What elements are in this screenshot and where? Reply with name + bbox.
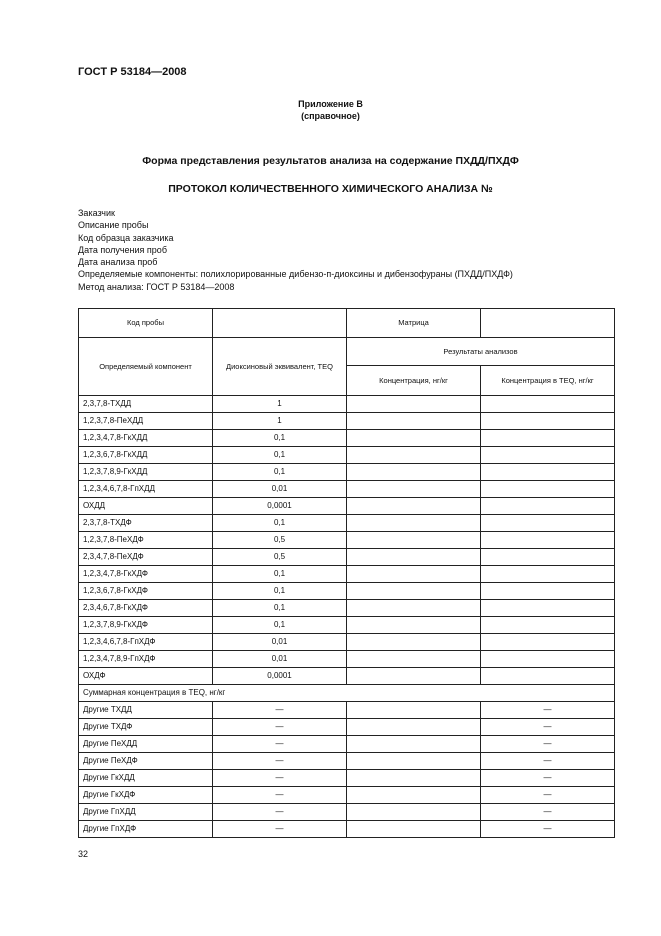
other-row	[79, 753, 615, 770]
other-component-name: Другие ТХДД	[79, 702, 213, 719]
component-label: Определяемый компонент	[79, 338, 213, 396]
sample-code-label: Код пробы	[79, 309, 213, 338]
component-name: 1,2,3,4,7,8,9-ГпХДФ	[79, 651, 213, 668]
teq-value: 0,01	[213, 634, 347, 651]
concentration-cell	[347, 651, 481, 668]
concentration-teq-cell	[481, 600, 615, 617]
field-customer-sample-code: Код образца заказчика	[78, 232, 174, 243]
table-row	[79, 566, 615, 583]
concentration-cell	[347, 566, 481, 583]
other-component-name: Другие ГпХДД	[79, 804, 213, 821]
other-concentration-cell	[347, 702, 481, 719]
results-table	[78, 308, 615, 838]
field-analysis-date: Дата анализа проб	[78, 257, 158, 268]
other-row	[79, 770, 615, 787]
protocol-fields	[78, 207, 513, 293]
other-component-name: Другие ТХДФ	[79, 719, 213, 736]
other-row	[79, 821, 615, 838]
other-teq-value: —	[213, 821, 347, 838]
concentration-teq-cell	[481, 515, 615, 532]
other-component-name: Другие ПеХДФ	[79, 753, 213, 770]
page-number: 32	[78, 849, 89, 859]
concentration-teq-cell	[481, 532, 615, 549]
concentration-cell	[347, 396, 481, 413]
table-row	[79, 430, 615, 447]
table-row	[79, 583, 615, 600]
other-concentration-cell	[347, 736, 481, 753]
component-name: 2,3,4,6,7,8-ГкХДФ	[79, 600, 213, 617]
sum-label: Суммарная концентрация в TEQ, нг/кг	[79, 685, 615, 702]
teq-value: 0,1	[213, 566, 347, 583]
component-name: 2,3,7,8-ТХДД	[79, 396, 213, 413]
form-title: Форма представления результатов анализа на содержание ПХДД/ПХДФ	[142, 155, 519, 167]
other-concentration-teq-value: —	[481, 787, 615, 804]
concentration-teq-cell	[481, 430, 615, 447]
other-teq-value: —	[213, 753, 347, 770]
matrix-label: Матрица	[347, 309, 481, 338]
teq-value: 0,5	[213, 549, 347, 566]
concentration-teq-cell	[481, 668, 615, 685]
concentration-teq-cell	[481, 447, 615, 464]
field-sample-description: Описание пробы	[78, 220, 149, 231]
header-row-results	[79, 338, 615, 366]
other-teq-value: —	[213, 736, 347, 753]
component-name: 2,3,7,8-ТХДФ	[79, 515, 213, 532]
document-code: ГОСТ Р 53184—2008	[78, 66, 187, 78]
concentration-teq-cell	[481, 481, 615, 498]
component-name: 1,2,3,6,7,8-ГкХДФ	[79, 583, 213, 600]
table-row	[79, 617, 615, 634]
table-row	[79, 634, 615, 651]
other-concentration-teq-value: —	[481, 702, 615, 719]
component-name: ОХДД	[79, 498, 213, 515]
concentration-teq-cell	[481, 634, 615, 651]
sum-row	[79, 685, 615, 702]
component-name: 1,2,3,7,8,9-ГкХДФ	[79, 617, 213, 634]
concentration-cell	[347, 583, 481, 600]
teq-value: 0,1	[213, 583, 347, 600]
other-teq-value: —	[213, 804, 347, 821]
teq-value: 0,01	[213, 651, 347, 668]
component-name: 1,2,3,7,8,9-ГкХДД	[79, 464, 213, 481]
table-row	[79, 481, 615, 498]
other-concentration-teq-value: —	[481, 736, 615, 753]
component-name: 1,2,3,7,8-ПеХДФ	[79, 532, 213, 549]
component-name: 2,3,4,7,8-ПеХДФ	[79, 549, 213, 566]
other-concentration-teq-value: —	[481, 719, 615, 736]
concentration-teq-cell	[481, 583, 615, 600]
appendix-type: (справочное)	[301, 111, 360, 121]
concentration-teq-label: Концентрация в TEQ, нг/кг	[481, 366, 615, 396]
appendix-label: Приложение В	[298, 99, 363, 109]
table-row	[79, 549, 615, 566]
matrix-cell	[481, 309, 615, 338]
other-concentration-cell	[347, 770, 481, 787]
table-row	[79, 396, 615, 413]
other-concentration-cell	[347, 787, 481, 804]
teq-value: 1	[213, 396, 347, 413]
concentration-cell	[347, 481, 481, 498]
protocol-title: ПРОТОКОЛ КОЛИЧЕСТВЕННОГО ХИМИЧЕСКОГО АНАЛИЗА №	[168, 183, 493, 195]
concentration-cell	[347, 430, 481, 447]
concentration-teq-cell	[481, 549, 615, 566]
teq-label-text: Диоксиновый эквивалент, TEQ	[226, 361, 333, 371]
teq-value: 0,1	[213, 515, 347, 532]
table-row	[79, 447, 615, 464]
concentration-teq-cell	[481, 498, 615, 515]
other-component-name: Другие ГкХДД	[79, 770, 213, 787]
teq-value: 0,1	[213, 430, 347, 447]
table-row	[79, 651, 615, 668]
concentration-cell	[347, 668, 481, 685]
component-name: 1,2,3,4,7,8-ГкХДФ	[79, 566, 213, 583]
table-row	[79, 515, 615, 532]
field-receipt-date: Дата получения проб	[78, 244, 167, 255]
field-method: Метод анализа: ГОСТ Р 53184—2008	[78, 281, 235, 292]
other-row	[79, 719, 615, 736]
other-concentration-cell	[347, 719, 481, 736]
component-name: ОХДФ	[79, 668, 213, 685]
concentration-teq-cell	[481, 396, 615, 413]
table-row	[79, 413, 615, 430]
teq-value: 0,1	[213, 617, 347, 634]
teq-value: 0,1	[213, 447, 347, 464]
other-concentration-teq-value: —	[481, 821, 615, 838]
appendix-heading	[0, 98, 661, 122]
other-concentration-cell	[347, 821, 481, 838]
header-row-sample	[79, 309, 615, 338]
teq-value: 1	[213, 413, 347, 430]
other-concentration-teq-value: —	[481, 753, 615, 770]
teq-value: 0,0001	[213, 668, 347, 685]
concentration-teq-cell	[481, 464, 615, 481]
component-name: 1,2,3,4,6,7,8-ГпХДД	[79, 481, 213, 498]
component-name: 1,2,3,7,8-ПеХДД	[79, 413, 213, 430]
teq-label	[213, 338, 347, 396]
teq-value: 0,1	[213, 464, 347, 481]
teq-value: 0,01	[213, 481, 347, 498]
other-teq-value: —	[213, 719, 347, 736]
other-row	[79, 736, 615, 753]
table-row	[79, 464, 615, 481]
concentration-cell	[347, 634, 481, 651]
concentration-teq-cell	[481, 413, 615, 430]
other-concentration-cell	[347, 804, 481, 821]
other-teq-value: —	[213, 787, 347, 804]
other-component-name: Другие ГпХДФ	[79, 821, 213, 838]
table-row	[79, 600, 615, 617]
concentration-cell	[347, 617, 481, 634]
concentration-cell	[347, 549, 481, 566]
teq-value: 0,1	[213, 600, 347, 617]
teq-value: 0,0001	[213, 498, 347, 515]
concentration-cell	[347, 532, 481, 549]
table-row	[79, 498, 615, 515]
other-concentration-teq-value: —	[481, 804, 615, 821]
component-name: 1,2,3,4,7,8-ГкХДД	[79, 430, 213, 447]
results-label: Результаты анализов	[347, 338, 615, 366]
concentration-cell	[347, 600, 481, 617]
other-row	[79, 804, 615, 821]
component-name: 1,2,3,6,7,8-ГкХДД	[79, 447, 213, 464]
other-concentration-teq-value: —	[481, 770, 615, 787]
concentration-label: Концентрация, нг/кг	[347, 366, 481, 396]
other-component-name: Другие ПеХДД	[79, 736, 213, 753]
other-row	[79, 702, 615, 719]
concentration-teq-cell	[481, 617, 615, 634]
other-teq-value: —	[213, 702, 347, 719]
component-name: 1,2,3,4,6,7,8-ГпХДФ	[79, 634, 213, 651]
field-customer: Заказчик	[78, 208, 115, 218]
sample-code-cell	[213, 309, 347, 338]
other-component-name: Другие ГкХДФ	[79, 787, 213, 804]
concentration-teq-cell	[481, 566, 615, 583]
teq-value: 0,5	[213, 532, 347, 549]
field-components: Определяемые компоненты: полихлорированные дибензо-п-диоксины и дибензофураны (ПХДД/ПХДФ)	[78, 269, 513, 280]
other-teq-value: —	[213, 770, 347, 787]
concentration-cell	[347, 413, 481, 430]
concentration-cell	[347, 447, 481, 464]
table-row	[79, 668, 615, 685]
concentration-teq-cell	[481, 651, 615, 668]
concentration-cell	[347, 498, 481, 515]
other-row	[79, 787, 615, 804]
concentration-cell	[347, 464, 481, 481]
table-row	[79, 532, 615, 549]
other-concentration-cell	[347, 753, 481, 770]
concentration-cell	[347, 515, 481, 532]
